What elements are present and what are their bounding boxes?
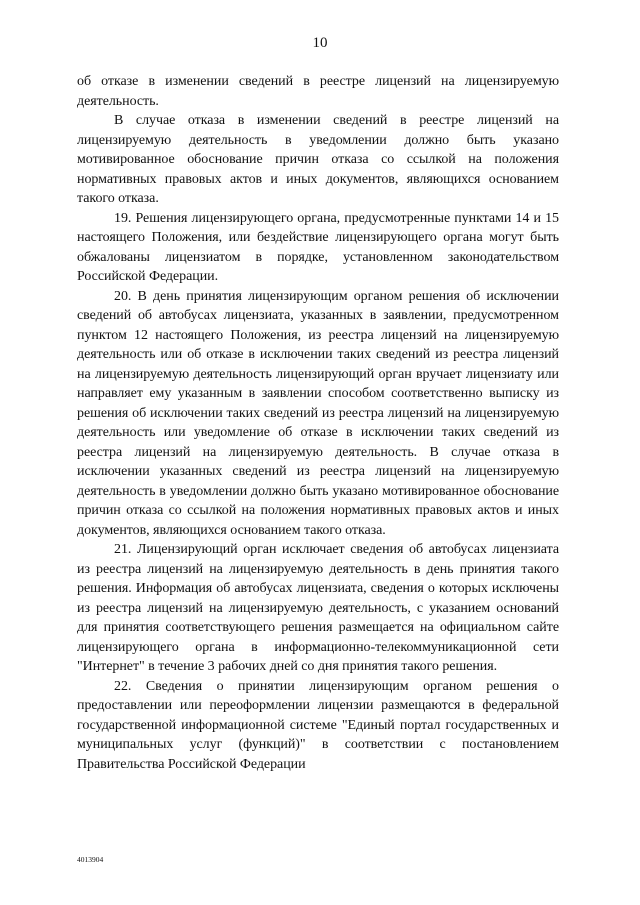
paragraph-continuation: об отказе в изменении сведений в реестре лицензий на лицензируемую деятельность. — [77, 74, 559, 109]
page-number: 10 — [312, 35, 328, 51]
paragraph-refusal-notice: В случае отказа в изменении сведений в реестре лицензий на лицензируемую деятельность в уведомлении должно быть указано мотивированное обоснование причин отказа со ссылкой на положения нормативных правовых актов и иных документов, являющихся основанием такого отказа. — [77, 113, 559, 206]
document-code: 4013904 — [77, 855, 104, 864]
paragraph-item-20: 20. В день принятия лицензирующим органом решения об исключении сведений об автобусах лицензиата, указанных в заявлении, предусмотренном пунктом 12 настоящего Положения, из реестра лицензий на лицензируемую деятельность или об отказе в исключении таких сведений из реестра лицензий на лицензируемую деятельность лицензирующий орган вручает лицензиату или направляет ему указанным в заявлении способом соответственно выписку из решения об исключении таких сведений из реестра лицензий на лицензируемую деятельность или уведомление об отказе в исключении таких сведений из реестра лицензий на лицензируемую деятельность. В случае отказа в исключении указанных сведений из реестра лицензий на лицензируемую деятельность в уведомлении должно быть указано мотивированное обоснование причин отказа со ссылкой на положения нормативных правовых актов и иных документов, являющихся основанием такого отказа. — [77, 288, 559, 538]
paragraph-item-22: 22. Сведения о принятии лицензирующим органом решения о предоставлении или переоформлении лицензии размещаются в федеральной государственной информационной системе "Единый портал государственных и муниципальных услуг (функций)" в соответствии с постановлением Правительства Российской Федерации — [77, 678, 559, 772]
document-body — [77, 72, 559, 774]
paragraph-item-21: 21. Лицензирующий орган исключает сведения об автобусах лицензиата из реестра лицензий на лицензируемую деятельность в день принятия такого решения. Информация об автобусах лицензиата, сведения о которых исключены из реестра лицензий на лицензируемую деятельность, с указанием оснований для принятия соответствующего решения размещается на официальном сайте лицензирующего органа в информационно-телекоммуникационной сети "Интернет" в течение 3 рабочих дней со дня принятия такого решения. — [77, 542, 559, 674]
paragraph-item-19: 19. Решения лицензирующего органа, предусмотренные пунктами 14 и 15 настоящего Положения, или бездействие лицензирующего органа могут быть обжалованы лицензиатом в порядке, установленном законодательством Российской Федерации. — [77, 210, 559, 284]
